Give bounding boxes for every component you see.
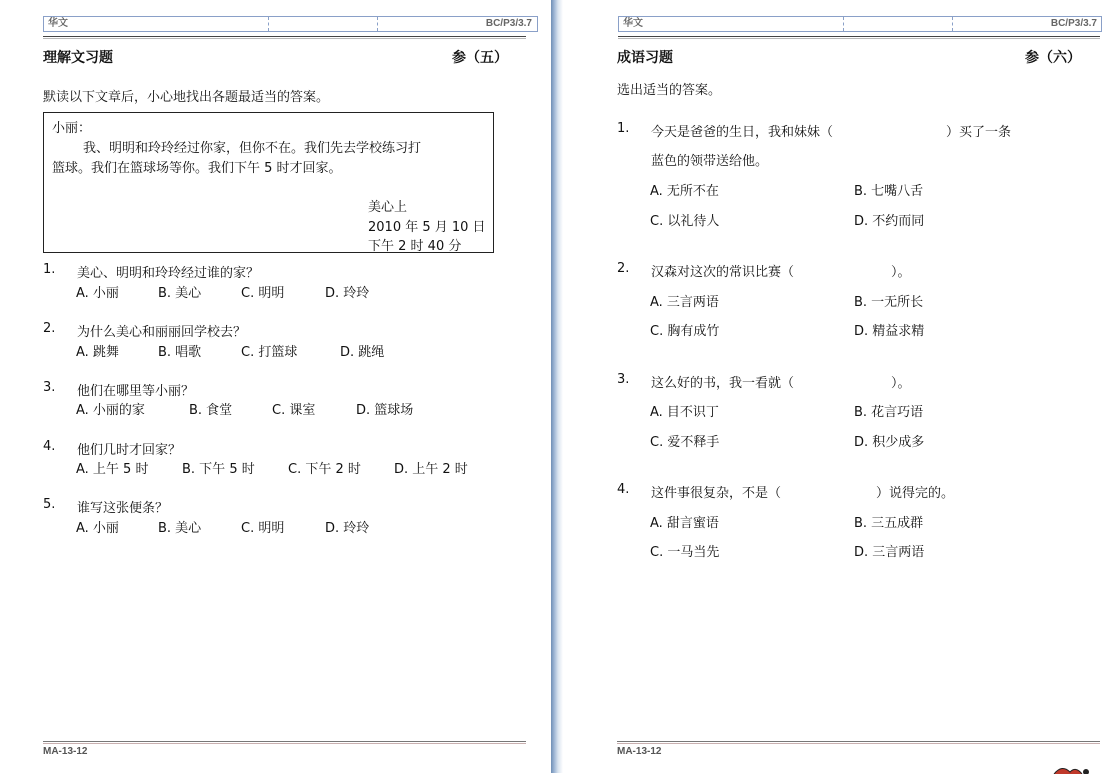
header-label: 华文: [619, 17, 844, 31]
answer-option: A. 跳舞: [76, 345, 119, 360]
answer-option: D. 玲玲: [325, 521, 370, 536]
answer-option: C. 以礼待人: [650, 214, 720, 229]
footer-rule: [43, 741, 526, 744]
answer-option: C. 明明: [241, 286, 285, 301]
page-header: [43, 16, 538, 32]
question-number: 1.: [43, 262, 56, 277]
answer-option: A. 小丽: [76, 521, 119, 536]
answer-option: B. 唱歌: [158, 345, 202, 360]
note-line: 篮球。我们在篮球场等你。我们下午 5 时才回家。: [52, 161, 342, 176]
answer-option: A. 小丽的家: [76, 403, 145, 418]
question-text: 这件事很复杂，不是（: [651, 486, 782, 501]
answer-option: C. 打篮球: [241, 345, 298, 360]
answer-option: D. 跳绳: [340, 345, 385, 360]
note-box: [43, 112, 494, 253]
question-number: 4.: [617, 482, 630, 497]
answer-option: C. 下午 2 时: [288, 462, 361, 477]
footer-code: MA-13-12: [43, 746, 88, 757]
header-cell: [269, 17, 378, 31]
answer-option: C. 一马当先: [650, 545, 720, 560]
section-label: 参（五）: [452, 50, 508, 66]
instruction-text: 选出适当的答案。: [617, 83, 722, 98]
note-line: 我、明明和玲玲经过你家，但你不在。我们先去学校练习打: [83, 141, 422, 156]
page-header: [618, 16, 1102, 32]
left-page: [0, 0, 551, 773]
note-date: 2010 年 5 月 10 日: [368, 220, 486, 235]
question-text: ）说得完的。: [876, 486, 955, 501]
answer-option: A. 目不识丁: [650, 405, 719, 420]
answer-option: D. 不约而同: [854, 214, 925, 229]
answer-option: D. 上午 2 时: [394, 462, 468, 477]
answer-option: A. 甜言蜜语: [650, 516, 719, 531]
answer-option: C. 课室: [272, 403, 316, 418]
footer-rule: [617, 741, 1100, 744]
header-rule: [43, 36, 526, 39]
question-number: 3.: [617, 372, 630, 387]
note-salutation: 小丽：: [52, 121, 92, 136]
answer-option: B. 美心: [158, 521, 202, 536]
question-text: 他们几时才回家？: [77, 443, 182, 458]
question-number: 1.: [617, 121, 630, 136]
section-label: 参（六）: [1025, 50, 1081, 66]
question-text: 他们在哪里等小丽？: [77, 384, 195, 399]
answer-option: C. 明明: [241, 521, 285, 536]
answer-option: B. 三五成群: [854, 516, 924, 531]
question-number: 4.: [43, 439, 56, 454]
instruction-text: 默读以下文章后，小心地找出各题最适当的答案。: [43, 90, 330, 105]
answer-option: B. 美心: [158, 286, 202, 301]
answer-option: A. 上午 5 时: [76, 462, 149, 477]
header-rule: [618, 36, 1100, 39]
question-text: 这么好的书，我一看就（: [651, 376, 795, 391]
answer-option: A. 三言两语: [650, 295, 719, 310]
answer-option: D. 篮球场: [356, 403, 414, 418]
question-text: 汉森对这次的常识比赛（: [651, 265, 795, 280]
question-text: 今天是爸爸的生日，我和妹妹（: [651, 125, 834, 140]
answer-option: C. 胸有成竹: [650, 324, 720, 339]
question-text: ）。: [891, 265, 911, 280]
answer-option: B. 七嘴八舌: [854, 184, 924, 199]
question-number: 2.: [43, 321, 56, 336]
answer-option: A. 无所不在: [650, 184, 719, 199]
question-number: 5.: [43, 497, 56, 512]
question-text: 蓝色的领带送给他。: [651, 154, 769, 169]
answer-option: D. 精益求精: [854, 324, 925, 339]
question-text: 谁写这张便条？: [77, 501, 169, 516]
page-title: 理解文习题: [43, 50, 113, 66]
question-text: 为什么美心和丽丽回学校去？: [77, 325, 247, 340]
header-code: BC/P3/3.7: [1050, 18, 1097, 29]
question-number: 2.: [617, 261, 630, 276]
answer-option: B. 食堂: [189, 403, 233, 418]
header-cell: [844, 17, 953, 31]
answer-option: D. 三言两语: [854, 545, 925, 560]
note-signature: 美心上: [368, 200, 408, 215]
answer-option: B. 一无所长: [854, 295, 924, 310]
question-text: 美心、明明和玲玲经过谁的家？: [77, 266, 260, 281]
question-text: ）买了一条: [946, 125, 1012, 140]
page-gutter: [551, 0, 566, 773]
question-number: 3.: [43, 380, 56, 395]
answer-option: B. 花言巧语: [854, 405, 924, 420]
answer-option: C. 爱不释手: [650, 435, 720, 450]
right-page: [566, 0, 1114, 773]
question-text: ）。: [891, 376, 911, 391]
answer-option: B. 下午 5 时: [182, 462, 255, 477]
page-title: 成语习题: [617, 50, 673, 66]
note-time: 下午 2 时 40 分: [368, 239, 462, 254]
header-label: 华文: [44, 17, 269, 31]
footer-code: MA-13-12: [617, 746, 662, 757]
answer-option: D. 积少成多: [854, 435, 925, 450]
header-code: BC/P3/3.7: [485, 18, 532, 29]
answer-option: A. 小丽: [76, 286, 119, 301]
answer-option: D. 玲玲: [325, 286, 370, 301]
